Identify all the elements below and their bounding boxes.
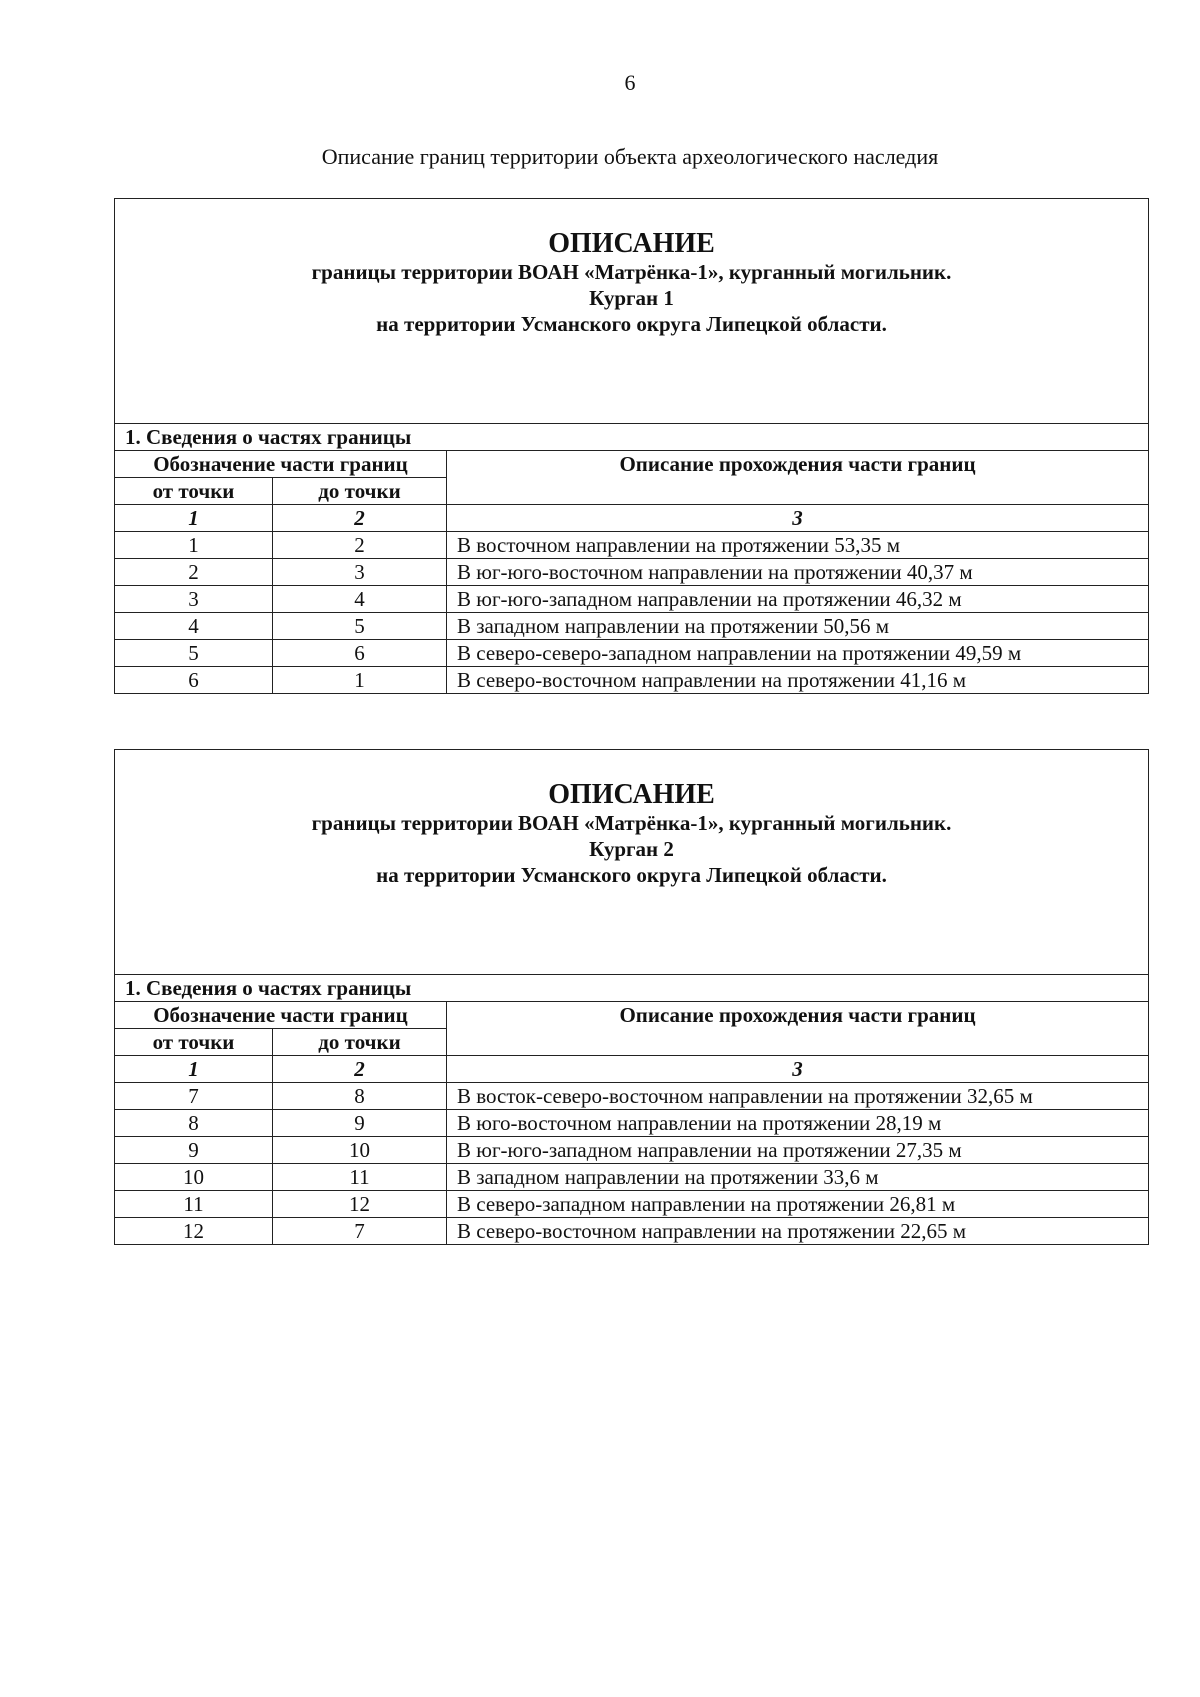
- description-cell: В юг-юго-западном направлении на протяжении 46,32 м: [447, 586, 1149, 613]
- from-point-cell: 6: [115, 667, 273, 694]
- boundary-table-1: [114, 198, 1149, 694]
- page-heading: Описание границ территории объекта археологического наследия: [321, 144, 939, 169]
- description-cell: В восточном направлении на протяжении 53,35 м: [447, 532, 1149, 559]
- table-row: [115, 667, 1149, 694]
- title-cell: [115, 750, 1149, 975]
- from-point-cell: 8: [115, 1110, 273, 1137]
- to-point-cell: 10: [273, 1137, 447, 1164]
- column-from-point-header: от точки: [115, 1029, 273, 1056]
- document-subtitle-kurgan: Курган 1: [589, 286, 674, 310]
- description-cell: В восток-северо-восточном направлении на протяжении 32,65 м: [447, 1083, 1149, 1110]
- column-description-header: Описание прохождения части границ: [447, 1002, 1149, 1056]
- description-cell: В юг-юго-восточном направлении на протяжении 40,37 м: [447, 559, 1149, 586]
- to-point-cell: 5: [273, 613, 447, 640]
- to-point-cell: 11: [273, 1164, 447, 1191]
- to-point-cell: 1: [273, 667, 447, 694]
- column-number-1: 1: [115, 505, 273, 532]
- page-number: 6: [624, 70, 636, 95]
- to-point-cell: 2: [273, 532, 447, 559]
- document-subtitle-kurgan: Курган 2: [589, 837, 674, 861]
- to-point-cell: 4: [273, 586, 447, 613]
- to-point-cell: 7: [273, 1218, 447, 1245]
- from-point-cell: 1: [115, 532, 273, 559]
- table-row: [115, 1137, 1149, 1164]
- table-row: [115, 532, 1149, 559]
- column-number-3: 3: [447, 1056, 1149, 1083]
- boundary-description-block-1: [114, 198, 1148, 694]
- column-from-point-header: от точки: [115, 478, 273, 505]
- document-subtitle-region: на территории Усманского округа Липецкой области.: [376, 312, 887, 336]
- table-row: [115, 586, 1149, 613]
- table-row: [115, 613, 1149, 640]
- document-subtitle-territory: границы территории ВОАН «Матрёнка-1», курганный могильник.: [311, 811, 952, 835]
- column-group-header: Обозначение части границ: [115, 451, 447, 478]
- table-row: [115, 1110, 1149, 1137]
- description-cell: В северо-восточном направлении на протяжении 41,16 м: [447, 667, 1149, 694]
- boundary-table-2: [114, 749, 1149, 1245]
- description-cell: В западном направлении на протяжении 33,6 м: [447, 1164, 1149, 1191]
- table-row: [115, 1083, 1149, 1110]
- section-label: 1. Сведения о частях границы: [115, 975, 1149, 1002]
- column-to-point-header: до точки: [273, 1029, 447, 1056]
- title-cell: [115, 199, 1149, 424]
- table-row: [115, 1164, 1149, 1191]
- column-to-point-header: до точки: [273, 478, 447, 505]
- table-row: [115, 1191, 1149, 1218]
- section-label: 1. Сведения о частях границы: [115, 424, 1149, 451]
- from-point-cell: 3: [115, 586, 273, 613]
- to-point-cell: 6: [273, 640, 447, 667]
- description-cell: В северо-западном направлении на протяжении 26,81 м: [447, 1191, 1149, 1218]
- to-point-cell: 12: [273, 1191, 447, 1218]
- to-point-cell: 9: [273, 1110, 447, 1137]
- column-number-2: 2: [273, 505, 447, 532]
- boundary-description-block-2: [114, 749, 1148, 1245]
- to-point-cell: 3: [273, 559, 447, 586]
- document-subtitle-region: на территории Усманского округа Липецкой области.: [376, 863, 887, 887]
- column-number-3: 3: [447, 505, 1149, 532]
- from-point-cell: 12: [115, 1218, 273, 1245]
- description-cell: В юго-восточном направлении на протяжении 28,19 м: [447, 1110, 1149, 1137]
- from-point-cell: 7: [115, 1083, 273, 1110]
- column-description-header: Описание прохождения части границ: [447, 451, 1149, 505]
- to-point-cell: 8: [273, 1083, 447, 1110]
- document-title: ОПИСАНИЕ: [548, 228, 715, 259]
- column-group-header: Обозначение части границ: [115, 1002, 447, 1029]
- description-cell: В западном направлении на протяжении 50,56 м: [447, 613, 1149, 640]
- from-point-cell: 9: [115, 1137, 273, 1164]
- table-row: [115, 1218, 1149, 1245]
- description-cell: В северо-восточном направлении на протяжении 22,65 м: [447, 1218, 1149, 1245]
- from-point-cell: 2: [115, 559, 273, 586]
- from-point-cell: 10: [115, 1164, 273, 1191]
- from-point-cell: 5: [115, 640, 273, 667]
- from-point-cell: 11: [115, 1191, 273, 1218]
- column-number-2: 2: [273, 1056, 447, 1083]
- from-point-cell: 4: [115, 613, 273, 640]
- document-subtitle-territory: границы территории ВОАН «Матрёнка-1», курганный могильник.: [311, 260, 952, 284]
- table-row: [115, 559, 1149, 586]
- column-number-1: 1: [115, 1056, 273, 1083]
- document-title: ОПИСАНИЕ: [548, 779, 715, 810]
- table-row: [115, 640, 1149, 667]
- description-cell: В юг-юго-западном направлении на протяжении 27,35 м: [447, 1137, 1149, 1164]
- description-cell: В северо-северо-западном направлении на протяжении 49,59 м: [447, 640, 1149, 667]
